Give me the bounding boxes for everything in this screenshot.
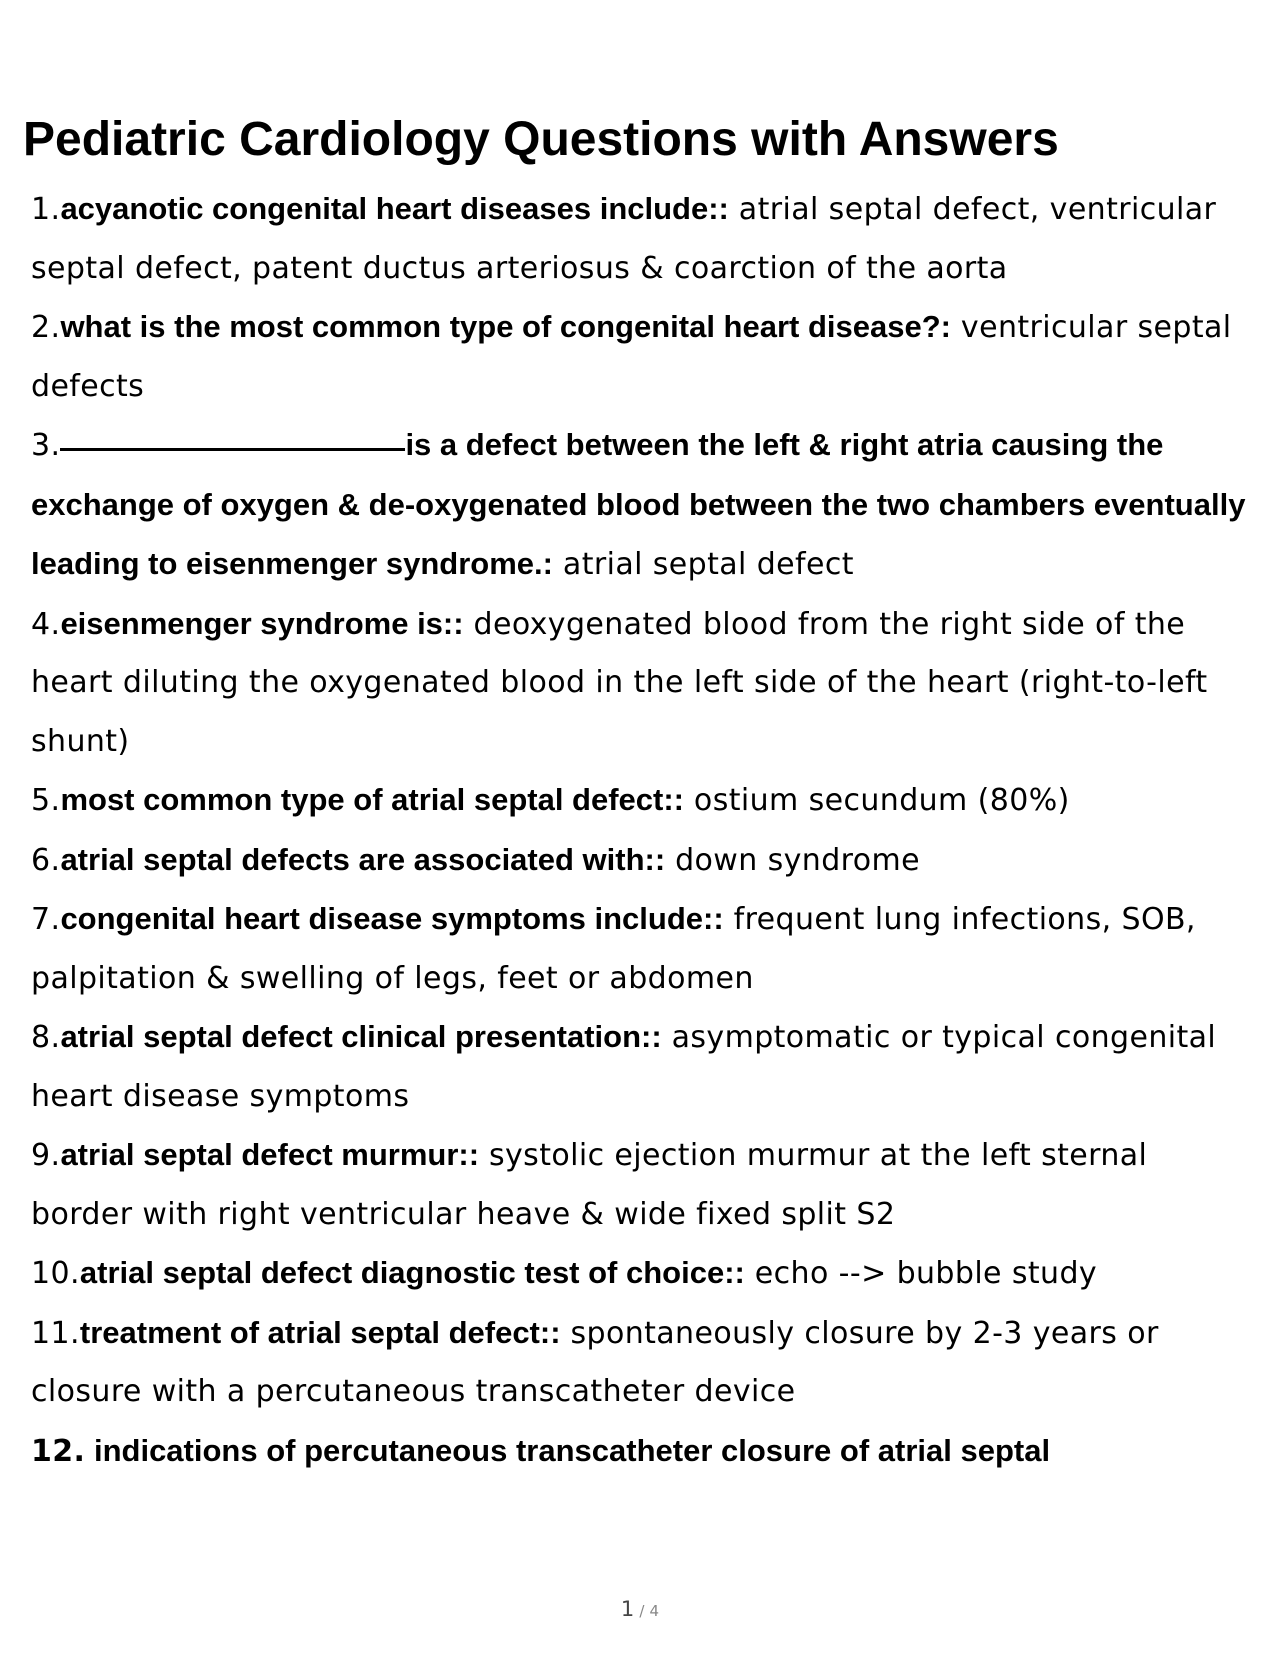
item-number: 8.: [31, 1020, 61, 1055]
list-item: [31, 831, 1256, 891]
item-answer: atrial septal defect, ventricular septal defect, patent ductus arteriosus & coarction of the aorta: [31, 192, 1217, 286]
list-item: [31, 1422, 1256, 1482]
page-total: 4: [649, 1602, 660, 1620]
list-item: [31, 1304, 1256, 1422]
item-answer: frequent lung infections, SOB, palpitation & swelling of legs, feet or abdomen: [31, 902, 1196, 996]
item-question: indications of percutaneous transcatheter closure of atrial septal: [85, 1432, 1051, 1468]
item-question: most common type of atrial septal defect::: [60, 782, 684, 817]
item-answer: echo --> bubble study: [744, 1256, 1098, 1291]
item-number: 3.: [31, 428, 61, 463]
list-item: [31, 1008, 1256, 1126]
item-question: congenital heart disease symptoms include::: [60, 901, 724, 936]
item-question: what is the most common type of congenital heart disease?:: [60, 309, 951, 344]
item-question: atrial septal defects are associated with::: [60, 841, 666, 877]
item-number: 6.: [31, 842, 61, 878]
page-separator: /: [639, 1602, 645, 1620]
item-number: 9.: [31, 1138, 61, 1173]
item-answer: systolic ejection murmur at the left sternal border with right ventricular heave & wide fixed split S2: [31, 1138, 1148, 1232]
item-number: 12.: [31, 1433, 86, 1469]
item-answer: ostium secundum (80%): [684, 783, 1070, 818]
list-item: [31, 890, 1256, 1008]
item-question: atrial septal defect murmur::: [60, 1137, 480, 1172]
list-item: [31, 1244, 1256, 1304]
question-list: [31, 180, 1256, 1481]
page-current: 1: [620, 1597, 635, 1621]
page-indicator: [0, 1597, 1280, 1621]
item-question: eisenmenger syndrome is::: [60, 605, 464, 641]
item-question: atrial septal defect clinical presentation::: [60, 1019, 662, 1054]
document-title: Pediatric Cardiology Questions with Answers: [23, 113, 1059, 166]
item-question: is a defect between the left & right atria causing the exchange of oxygen & de-oxygenated blood between the two chambers eventually leading to eisenmenger syndrome.:: [31, 427, 1246, 581]
item-number: 7.: [31, 902, 61, 937]
item-question: atrial septal defect diagnostic test of choice::: [79, 1255, 745, 1290]
item-answer: ventricular septal defects: [31, 310, 1232, 404]
item-question: acyanotic congenital heart diseases include::: [60, 191, 729, 226]
item-answer: atrial septal defect: [552, 547, 854, 582]
fill-in-blank: [60, 447, 405, 451]
list-item: [31, 416, 1256, 595]
list-item: [31, 595, 1256, 772]
item-question: treatment of atrial septal defect::: [79, 1314, 561, 1350]
item-answer: deoxygenated blood from the right side of the heart diluting the oxygenated blood in the left side of the heart (right-to-left shunt): [31, 606, 1208, 759]
list-item: [31, 180, 1256, 298]
item-number: 1.: [31, 192, 61, 227]
item-number: 4.: [31, 606, 61, 642]
item-answer: spontaneously closure by 2-3 years or closure with a percutaneous transcatheter device: [31, 1315, 1159, 1409]
item-number: 5.: [31, 783, 61, 818]
list-item: [31, 298, 1256, 416]
item-number: 11.: [31, 1315, 80, 1351]
item-number: 2.: [31, 310, 61, 345]
item-answer: down syndrome: [665, 842, 920, 878]
item-answer: asymptomatic or typical congenital heart disease symptoms: [31, 1020, 1217, 1114]
list-item: [31, 1126, 1256, 1244]
list-item: [31, 771, 1256, 831]
item-number: 10.: [31, 1256, 80, 1291]
